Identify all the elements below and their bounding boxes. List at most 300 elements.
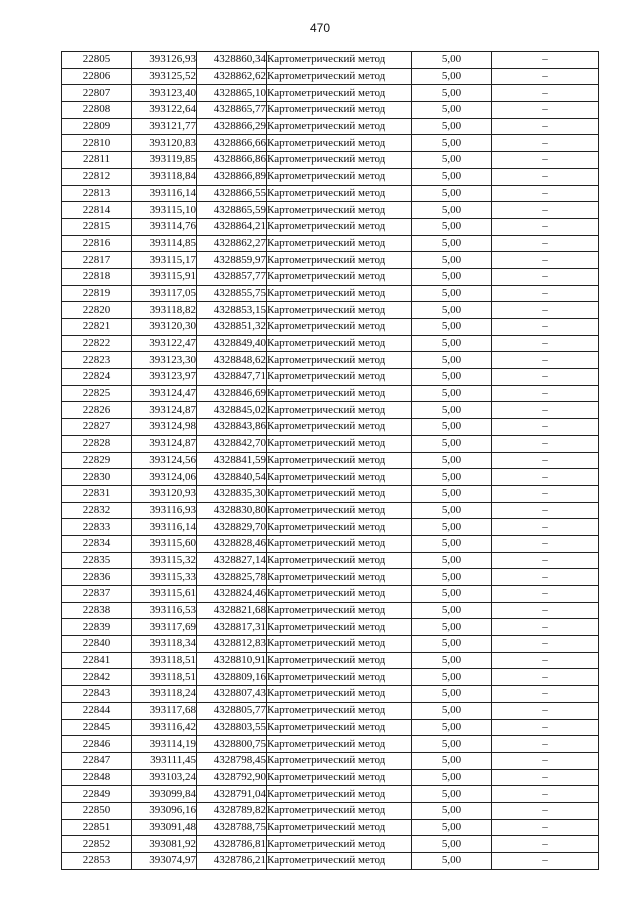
table-row <box>62 435 599 452</box>
y-coordinate-cell: 4328864,21 <box>197 218 267 235</box>
accuracy-cell: 5,00 <box>412 652 492 669</box>
x-coordinate-cell: 393122,64 <box>132 102 197 119</box>
y-coordinate-cell: 4328859,97 <box>197 252 267 269</box>
x-coordinate-cell: 393111,45 <box>132 752 197 769</box>
method-cell: Картометрический метод <box>267 669 412 686</box>
accuracy-cell: 5,00 <box>412 602 492 619</box>
method-cell: Картометрический метод <box>267 68 412 85</box>
x-coordinate-cell: 393096,16 <box>132 802 197 819</box>
point-number-cell: 22822 <box>62 335 132 352</box>
y-coordinate-cell: 4328827,14 <box>197 552 267 569</box>
y-coordinate-cell: 4328800,75 <box>197 736 267 753</box>
point-number-cell: 22832 <box>62 502 132 519</box>
table-row <box>62 419 599 436</box>
table-row <box>62 369 599 386</box>
y-coordinate-cell: 4328788,75 <box>197 819 267 836</box>
method-cell: Картометрический метод <box>267 185 412 202</box>
method-cell: Картометрический метод <box>267 535 412 552</box>
accuracy-cell: 5,00 <box>412 535 492 552</box>
x-coordinate-cell: 393115,60 <box>132 535 197 552</box>
table-row <box>62 652 599 669</box>
accuracy-cell: 5,00 <box>412 769 492 786</box>
y-coordinate-cell: 4328849,40 <box>197 335 267 352</box>
accuracy-cell: 5,00 <box>412 68 492 85</box>
y-coordinate-cell: 4328857,77 <box>197 268 267 285</box>
point-number-cell: 22845 <box>62 719 132 736</box>
note-cell: – <box>492 168 599 185</box>
point-number-cell: 22835 <box>62 552 132 569</box>
table-row <box>62 485 599 502</box>
x-coordinate-cell: 393081,92 <box>132 836 197 853</box>
method-cell: Картометрический метод <box>267 736 412 753</box>
method-cell: Картометрический метод <box>267 118 412 135</box>
x-coordinate-cell: 393116,42 <box>132 719 197 736</box>
accuracy-cell: 5,00 <box>412 168 492 185</box>
method-cell: Картометрический метод <box>267 202 412 219</box>
accuracy-cell: 5,00 <box>412 702 492 719</box>
x-coordinate-cell: 393115,10 <box>132 202 197 219</box>
x-coordinate-cell: 393118,84 <box>132 168 197 185</box>
table-row <box>62 185 599 202</box>
table-row <box>62 102 599 119</box>
table-row <box>62 586 599 603</box>
x-coordinate-cell: 393116,14 <box>132 185 197 202</box>
note-cell: – <box>492 552 599 569</box>
table-row <box>62 469 599 486</box>
accuracy-cell: 5,00 <box>412 352 492 369</box>
x-coordinate-cell: 393115,33 <box>132 569 197 586</box>
y-coordinate-cell: 4328862,27 <box>197 235 267 252</box>
table-row <box>62 602 599 619</box>
method-cell: Картометрический метод <box>267 602 412 619</box>
accuracy-cell: 5,00 <box>412 85 492 102</box>
table-row <box>62 702 599 719</box>
y-coordinate-cell: 4328810,91 <box>197 652 267 669</box>
accuracy-cell: 5,00 <box>412 52 492 69</box>
note-cell: – <box>492 502 599 519</box>
accuracy-cell: 5,00 <box>412 402 492 419</box>
table-row <box>62 268 599 285</box>
method-cell: Картометрический метод <box>267 135 412 152</box>
point-number-cell: 22815 <box>62 218 132 235</box>
y-coordinate-cell: 4328835,30 <box>197 485 267 502</box>
y-coordinate-cell: 4328866,55 <box>197 185 267 202</box>
accuracy-cell: 5,00 <box>412 235 492 252</box>
note-cell: – <box>492 352 599 369</box>
table-row <box>62 786 599 803</box>
y-coordinate-cell: 4328853,15 <box>197 302 267 319</box>
x-coordinate-cell: 393125,52 <box>132 68 197 85</box>
point-number-cell: 22816 <box>62 235 132 252</box>
accuracy-cell: 5,00 <box>412 435 492 452</box>
x-coordinate-cell: 393120,93 <box>132 485 197 502</box>
y-coordinate-cell: 4328843,86 <box>197 419 267 436</box>
accuracy-cell: 5,00 <box>412 102 492 119</box>
x-coordinate-cell: 393118,51 <box>132 669 197 686</box>
y-coordinate-cell: 4328805,77 <box>197 702 267 719</box>
method-cell: Картометрический метод <box>267 402 412 419</box>
method-cell: Картометрический метод <box>267 802 412 819</box>
method-cell: Картометрический метод <box>267 335 412 352</box>
y-coordinate-cell: 4328789,82 <box>197 802 267 819</box>
accuracy-cell: 5,00 <box>412 636 492 653</box>
x-coordinate-cell: 393117,68 <box>132 702 197 719</box>
table-row <box>62 68 599 85</box>
y-coordinate-cell: 4328866,29 <box>197 118 267 135</box>
note-cell: – <box>492 152 599 169</box>
note-cell: – <box>492 419 599 436</box>
accuracy-cell: 5,00 <box>412 853 492 870</box>
y-coordinate-cell: 4328865,77 <box>197 102 267 119</box>
y-coordinate-cell: 4328866,66 <box>197 135 267 152</box>
y-coordinate-cell: 4328830,80 <box>197 502 267 519</box>
note-cell: – <box>492 452 599 469</box>
point-number-cell: 22853 <box>62 853 132 870</box>
y-coordinate-cell: 4328840,54 <box>197 469 267 486</box>
note-cell: – <box>492 535 599 552</box>
point-number-cell: 22836 <box>62 569 132 586</box>
point-number-cell: 22842 <box>62 669 132 686</box>
y-coordinate-cell: 4328841,59 <box>197 452 267 469</box>
table-row <box>62 118 599 135</box>
x-coordinate-cell: 393124,06 <box>132 469 197 486</box>
x-coordinate-cell: 393115,32 <box>132 552 197 569</box>
y-coordinate-cell: 4328855,75 <box>197 285 267 302</box>
method-cell: Картометрический метод <box>267 519 412 536</box>
y-coordinate-cell: 4328851,32 <box>197 319 267 336</box>
y-coordinate-cell: 4328842,70 <box>197 435 267 452</box>
method-cell: Картометрический метод <box>267 485 412 502</box>
method-cell: Картометрический метод <box>267 435 412 452</box>
table-row <box>62 402 599 419</box>
point-number-cell: 22843 <box>62 686 132 703</box>
method-cell: Картометрический метод <box>267 686 412 703</box>
y-coordinate-cell: 4328848,62 <box>197 352 267 369</box>
y-coordinate-cell: 4328866,89 <box>197 168 267 185</box>
note-cell: – <box>492 836 599 853</box>
accuracy-cell: 5,00 <box>412 252 492 269</box>
method-cell: Картометрический метод <box>267 319 412 336</box>
accuracy-cell: 5,00 <box>412 686 492 703</box>
point-number-cell: 22848 <box>62 769 132 786</box>
method-cell: Картометрический метод <box>267 218 412 235</box>
point-number-cell: 22817 <box>62 252 132 269</box>
method-cell: Картометрический метод <box>267 302 412 319</box>
point-number-cell: 22810 <box>62 135 132 152</box>
point-number-cell: 22840 <box>62 636 132 653</box>
note-cell: – <box>492 85 599 102</box>
point-number-cell: 22821 <box>62 319 132 336</box>
point-number-cell: 22805 <box>62 52 132 69</box>
table-row <box>62 669 599 686</box>
x-coordinate-cell: 393123,30 <box>132 352 197 369</box>
point-number-cell: 22807 <box>62 85 132 102</box>
accuracy-cell: 5,00 <box>412 452 492 469</box>
point-number-cell: 22828 <box>62 435 132 452</box>
method-cell: Картометрический метод <box>267 719 412 736</box>
y-coordinate-cell: 4328846,69 <box>197 385 267 402</box>
point-number-cell: 22811 <box>62 152 132 169</box>
accuracy-cell: 5,00 <box>412 419 492 436</box>
x-coordinate-cell: 393114,85 <box>132 235 197 252</box>
method-cell: Картометрический метод <box>267 252 412 269</box>
point-number-cell: 22809 <box>62 118 132 135</box>
x-coordinate-cell: 393118,51 <box>132 652 197 669</box>
y-coordinate-cell: 4328798,45 <box>197 752 267 769</box>
table-row <box>62 719 599 736</box>
method-cell: Картометрический метод <box>267 819 412 836</box>
note-cell: – <box>492 469 599 486</box>
method-cell: Картометрический метод <box>267 52 412 69</box>
x-coordinate-cell: 393116,53 <box>132 602 197 619</box>
y-coordinate-cell: 4328807,43 <box>197 686 267 703</box>
accuracy-cell: 5,00 <box>412 485 492 502</box>
method-cell: Картометрический метод <box>267 268 412 285</box>
note-cell: – <box>492 118 599 135</box>
accuracy-cell: 5,00 <box>412 469 492 486</box>
table-row <box>62 752 599 769</box>
point-number-cell: 22839 <box>62 619 132 636</box>
x-coordinate-cell: 393117,69 <box>132 619 197 636</box>
point-number-cell: 22826 <box>62 402 132 419</box>
accuracy-cell: 5,00 <box>412 586 492 603</box>
point-number-cell: 22841 <box>62 652 132 669</box>
note-cell: – <box>492 736 599 753</box>
accuracy-cell: 5,00 <box>412 619 492 636</box>
method-cell: Картометрический метод <box>267 385 412 402</box>
method-cell: Картометрический метод <box>267 469 412 486</box>
note-cell: – <box>492 769 599 786</box>
table-row <box>62 836 599 853</box>
point-number-cell: 22837 <box>62 586 132 603</box>
point-number-cell: 22812 <box>62 168 132 185</box>
method-cell: Картометрический метод <box>267 786 412 803</box>
note-cell: – <box>492 786 599 803</box>
accuracy-cell: 5,00 <box>412 319 492 336</box>
table-row <box>62 385 599 402</box>
note-cell: – <box>492 669 599 686</box>
method-cell: Картометрический метод <box>267 652 412 669</box>
point-number-cell: 22814 <box>62 202 132 219</box>
accuracy-cell: 5,00 <box>412 118 492 135</box>
method-cell: Картометрический метод <box>267 619 412 636</box>
point-number-cell: 22849 <box>62 786 132 803</box>
point-number-cell: 22827 <box>62 419 132 436</box>
method-cell: Картометрический метод <box>267 836 412 853</box>
table-row <box>62 168 599 185</box>
y-coordinate-cell: 4328824,46 <box>197 586 267 603</box>
y-coordinate-cell: 4328828,46 <box>197 535 267 552</box>
y-coordinate-cell: 4328865,10 <box>197 85 267 102</box>
accuracy-cell: 5,00 <box>412 519 492 536</box>
note-cell: – <box>492 52 599 69</box>
point-number-cell: 22819 <box>62 285 132 302</box>
accuracy-cell: 5,00 <box>412 218 492 235</box>
y-coordinate-cell: 4328792,90 <box>197 769 267 786</box>
table-row <box>62 535 599 552</box>
accuracy-cell: 5,00 <box>412 335 492 352</box>
table-row <box>62 569 599 586</box>
y-coordinate-cell: 4328847,71 <box>197 369 267 386</box>
accuracy-cell: 5,00 <box>412 669 492 686</box>
point-number-cell: 22829 <box>62 452 132 469</box>
method-cell: Картометрический метод <box>267 586 412 603</box>
table-row <box>62 135 599 152</box>
note-cell: – <box>492 435 599 452</box>
y-coordinate-cell: 4328860,34 <box>197 52 267 69</box>
table-row <box>62 252 599 269</box>
point-number-cell: 22838 <box>62 602 132 619</box>
note-cell: – <box>492 719 599 736</box>
point-number-cell: 22813 <box>62 185 132 202</box>
note-cell: – <box>492 686 599 703</box>
method-cell: Картометрический метод <box>267 752 412 769</box>
accuracy-cell: 5,00 <box>412 369 492 386</box>
method-cell: Картометрический метод <box>267 102 412 119</box>
y-coordinate-cell: 4328825,78 <box>197 569 267 586</box>
y-coordinate-cell: 4328786,21 <box>197 853 267 870</box>
x-coordinate-cell: 393124,87 <box>132 435 197 452</box>
note-cell: – <box>492 402 599 419</box>
table-row <box>62 235 599 252</box>
x-coordinate-cell: 393115,17 <box>132 252 197 269</box>
note-cell: – <box>492 752 599 769</box>
x-coordinate-cell: 393118,24 <box>132 686 197 703</box>
x-coordinate-cell: 393103,24 <box>132 769 197 786</box>
table-row <box>62 52 599 69</box>
table-row <box>62 152 599 169</box>
table-row <box>62 202 599 219</box>
table-row <box>62 552 599 569</box>
x-coordinate-cell: 393117,05 <box>132 285 197 302</box>
x-coordinate-cell: 393115,91 <box>132 268 197 285</box>
x-coordinate-cell: 393124,56 <box>132 452 197 469</box>
point-number-cell: 22825 <box>62 385 132 402</box>
y-coordinate-cell: 4328845,02 <box>197 402 267 419</box>
note-cell: – <box>492 369 599 386</box>
note-cell: – <box>492 602 599 619</box>
note-cell: – <box>492 302 599 319</box>
x-coordinate-cell: 393120,83 <box>132 135 197 152</box>
note-cell: – <box>492 853 599 870</box>
accuracy-cell: 5,00 <box>412 385 492 402</box>
x-coordinate-cell: 393123,40 <box>132 85 197 102</box>
x-coordinate-cell: 393122,47 <box>132 335 197 352</box>
method-cell: Картометрический метод <box>267 569 412 586</box>
note-cell: – <box>492 385 599 402</box>
point-number-cell: 22808 <box>62 102 132 119</box>
note-cell: – <box>492 652 599 669</box>
y-coordinate-cell: 4328791,04 <box>197 786 267 803</box>
note-cell: – <box>492 319 599 336</box>
note-cell: – <box>492 485 599 502</box>
accuracy-cell: 5,00 <box>412 752 492 769</box>
point-number-cell: 22852 <box>62 836 132 853</box>
note-cell: – <box>492 702 599 719</box>
x-coordinate-cell: 393124,87 <box>132 402 197 419</box>
note-cell: – <box>492 819 599 836</box>
accuracy-cell: 5,00 <box>412 152 492 169</box>
table-row <box>62 853 599 870</box>
point-number-cell: 22820 <box>62 302 132 319</box>
x-coordinate-cell: 393124,98 <box>132 419 197 436</box>
x-coordinate-cell: 393115,61 <box>132 586 197 603</box>
point-number-cell: 22834 <box>62 535 132 552</box>
point-number-cell: 22847 <box>62 752 132 769</box>
method-cell: Картометрический метод <box>267 352 412 369</box>
accuracy-cell: 5,00 <box>412 569 492 586</box>
table-row <box>62 686 599 703</box>
table-row <box>62 218 599 235</box>
method-cell: Картометрический метод <box>267 702 412 719</box>
table-row <box>62 636 599 653</box>
table-row <box>62 519 599 536</box>
accuracy-cell: 5,00 <box>412 202 492 219</box>
note-cell: – <box>492 285 599 302</box>
x-coordinate-cell: 393099,84 <box>132 786 197 803</box>
accuracy-cell: 5,00 <box>412 302 492 319</box>
accuracy-cell: 5,00 <box>412 836 492 853</box>
method-cell: Картометрический метод <box>267 419 412 436</box>
x-coordinate-cell: 393119,85 <box>132 152 197 169</box>
x-coordinate-cell: 393116,14 <box>132 519 197 536</box>
point-number-cell: 22824 <box>62 369 132 386</box>
table-row <box>62 619 599 636</box>
x-coordinate-cell: 393114,19 <box>132 736 197 753</box>
table-row <box>62 802 599 819</box>
note-cell: – <box>492 218 599 235</box>
point-number-cell: 22844 <box>62 702 132 719</box>
note-cell: – <box>492 235 599 252</box>
method-cell: Картометрический метод <box>267 235 412 252</box>
x-coordinate-cell: 393118,82 <box>132 302 197 319</box>
note-cell: – <box>492 519 599 536</box>
table-row <box>62 285 599 302</box>
note-cell: – <box>492 586 599 603</box>
coordinates-table <box>61 51 599 870</box>
x-coordinate-cell: 393091,48 <box>132 819 197 836</box>
x-coordinate-cell: 393116,93 <box>132 502 197 519</box>
table-row <box>62 819 599 836</box>
method-cell: Картометрический метод <box>267 369 412 386</box>
y-coordinate-cell: 4328829,70 <box>197 519 267 536</box>
x-coordinate-cell: 393121,77 <box>132 118 197 135</box>
y-coordinate-cell: 4328809,16 <box>197 669 267 686</box>
note-cell: – <box>492 252 599 269</box>
table-row <box>62 769 599 786</box>
table-row <box>62 736 599 753</box>
y-coordinate-cell: 4328817,31 <box>197 619 267 636</box>
point-number-cell: 22850 <box>62 802 132 819</box>
accuracy-cell: 5,00 <box>412 719 492 736</box>
x-coordinate-cell: 393074,97 <box>132 853 197 870</box>
accuracy-cell: 5,00 <box>412 185 492 202</box>
accuracy-cell: 5,00 <box>412 736 492 753</box>
x-coordinate-cell: 393126,93 <box>132 52 197 69</box>
accuracy-cell: 5,00 <box>412 135 492 152</box>
method-cell: Картометрический метод <box>267 853 412 870</box>
note-cell: – <box>492 636 599 653</box>
method-cell: Картометрический метод <box>267 452 412 469</box>
y-coordinate-cell: 4328862,62 <box>197 68 267 85</box>
y-coordinate-cell: 4328865,59 <box>197 202 267 219</box>
point-number-cell: 22831 <box>62 485 132 502</box>
note-cell: – <box>492 569 599 586</box>
y-coordinate-cell: 4328821,68 <box>197 602 267 619</box>
method-cell: Картометрический метод <box>267 502 412 519</box>
note-cell: – <box>492 619 599 636</box>
point-number-cell: 22818 <box>62 268 132 285</box>
